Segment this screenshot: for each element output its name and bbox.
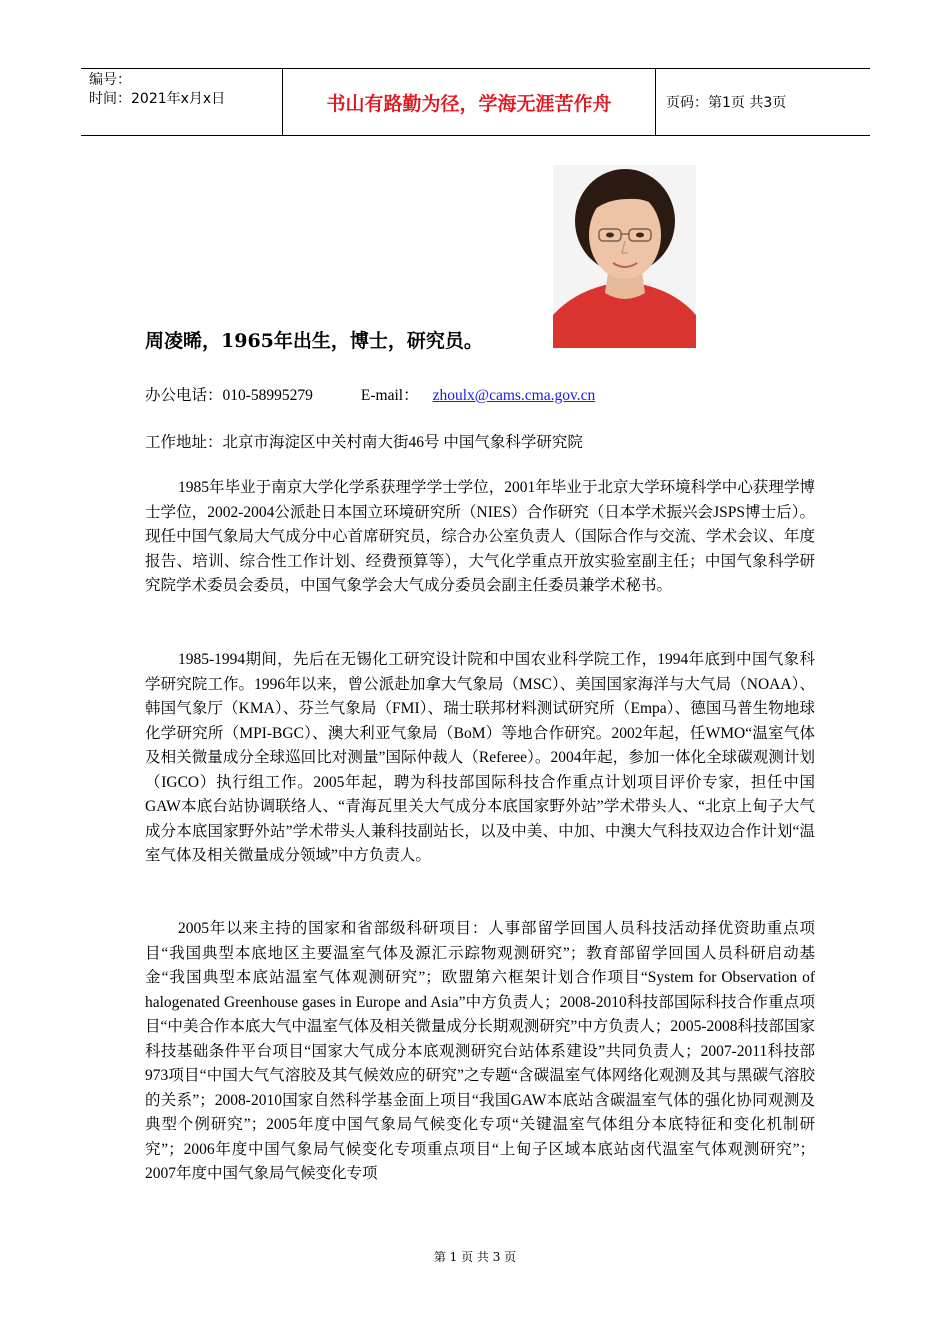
address-line: 工作地址：北京市海淀区中关村南大街46号 中国气象科学研究院	[145, 434, 583, 451]
portrait-illustration	[553, 165, 696, 348]
page-info-cell	[656, 69, 870, 135]
page-info-text: 页码：第1页 共3页	[666, 95, 787, 111]
phone-label: 办公电话：010-58995279	[145, 387, 313, 404]
header-meta-cell	[81, 69, 283, 135]
page-footer: 第 1 页 共 3 页	[433, 1250, 517, 1264]
portrait-photo	[553, 165, 696, 348]
header-table	[81, 68, 870, 136]
paragraph-education: 1985年毕业于南京大学化学系获理学学士学位，2001年毕业于北京大学环境科学中心获理学博士学位，2002-2004公派赴日本国立环境研究所（NIES）合作研究（日本学术振兴会JSPS博士后）。现任中国气象局大气成分中心首席研究员，综合办公室负责人（国际合作与交流、学术会议、年度报告、培训、综合性工作计划、经费预算等），大气化学重点开放实验室副主任；中国气象科学研究院学术委员会委员，中国气象学会大气成分委员会副主任委员兼学术秘书。	[145, 479, 815, 594]
contact-line	[145, 383, 595, 405]
paragraph-career: 1985-1994期间，先后在无锡化工研究设计院和中国农业科学院工作，1994年底到中国气象科学研究院工作。1996年以来，曾公派赴加拿大气象局（MSC）、美国国家海洋与大气局（NOAA）、韩国气象厅（KMA）、芬兰气象局（FMI）、瑞士联邦材料测试研究所（Empa）、德国马普生物地球化学研究所（MPI-BGC）、澳大利亚气象局（BoM）等地合作研究。2002年起，任WMO“温室气体及相关微量成分全球巡回比对测量”国际仲裁人（Referee）。2004年起，参加一体化全球碳观测计划（IGCO）执行组工作。2005年起，聘为科技部国际科技合作重点计划项目评价专家，担任中国GAW本底台站协调联络人、“青海瓦里关大气成分本底国家野外站”学术带头人、“北京上甸子大气成分本底国家野外站”学术带头人兼科技副站长，以及中美、中加、中澳大气科技双边合作计划“温室气体及相关微量成分领域”中方负责人。	[145, 651, 815, 864]
email-link[interactable]: zhoulx@cams.cma.gov.cn	[432, 387, 596, 404]
serial-label: 编号：	[89, 72, 131, 88]
profile-title: 周凌晞，1965年出生，博士，研究员。	[145, 330, 483, 352]
date-label: 时间：2021年x月x日	[89, 91, 226, 107]
email-label: E-mail：	[360, 387, 419, 404]
motto-cell	[283, 69, 656, 135]
motto-text: 书山有路勤为径，学海无涯苦作舟	[326, 92, 612, 115]
paragraph-projects: 2005年以来主持的国家和省部级科研项目：人事部留学回国人员科技活动择优资助重点项目“我国典型本底地区主要温室气体及源汇示踪物观测研究”；教育部留学回国人员科研启动基金“我国典型本底站温室气体观测研究”；欧盟第六框架计划合作项目“System for Observation of halogenated Greenhouse gases in Europe and Asia”中方负责人；2008-2010科技部国际科技合作重点项目“中美合作本底大气中温室气体及相关微量成分长期观测研究”中方负责人；2005-2008科技部国家科技基础条件平台项目“国家大气成分本底观测研究台站体系建设”共同负责人；2007-2011科技部973项目“中国大气气溶胶及其气候效应的研究”之专题“含碳温室气体网络化观测及其与黑碳气溶胶的关系”；2008-2010国家自然科学基金面上项目“我国GAW本底站含碳温室气体的强化协同观测及典型个例研究”；2005年度中国气象局气候变化专项“关键温室气体组分本底特征和变化机制研究”；2006年度中国气象局气候变化专项重点项目“上甸子区域本底站卤代温室气体观测研究”；2007年度中国气象局气候变化专项	[145, 920, 815, 1182]
